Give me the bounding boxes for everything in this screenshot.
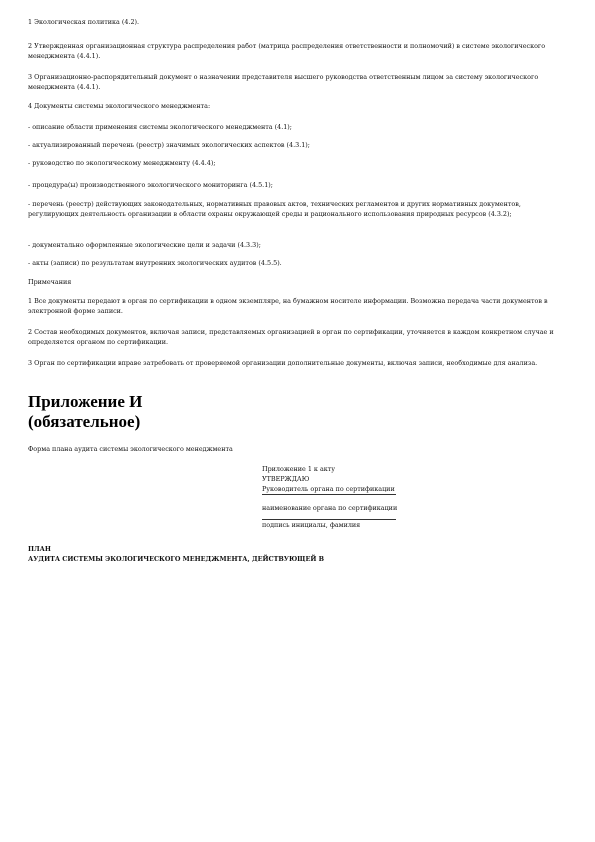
list-item-objectives: - документально оформленные экологические цели и задачи (4.3.3); — [28, 241, 261, 249]
appendix-subheading: (обязательное) — [28, 412, 141, 431]
approval-body-name: наименование органа по сертификации — [262, 504, 398, 512]
approval-signature-caption: подпись инициалы, фамилия — [262, 521, 361, 529]
list-item-scope: - описание области применения системы экологического менеджмента (4.1); — [28, 123, 292, 131]
paragraph-eco-policy: 1 Экологическая политика (4.2). — [28, 18, 140, 26]
note-3: 3 Орган по сертификации вправе затребовать от проверяемой организации дополнительные документы, включая записи, необходимые для анализа. — [28, 359, 538, 367]
list-item-legal-register: - перечень (реестр) действующих законодательных, нормативных правовых актов, технических регламентов и других нормативных документов, регулирующих деятельность организации в области охраны окружающей среды и рационального использования природных ресурсов (4.3.2); — [28, 200, 521, 218]
paragraph-documents-list-heading: 4 Документы системы экологического менеджмента: — [28, 102, 211, 110]
appendix-heading: Приложение И — [28, 392, 143, 411]
approval-head-label: Руководитель органа по сертификации — [262, 485, 395, 493]
paragraph-representative: 3 Организационно-распорядительный документ о назначении представителя высшего руководства ответственным лицом за систему экологического менеджмента (4.4.1). — [28, 73, 539, 91]
plan-title: ПЛАН — [28, 545, 51, 553]
list-item-manual: - руководство по экологическому менеджменту (4.4.4); — [28, 159, 216, 167]
list-item-audit-records: - акты (записи) по результатам внутренних экологических аудитов (4.5.5). — [28, 259, 282, 267]
note-2: 2 Состав необходимых документов, включая записи, представляемых организацией в орган по сертификации, уточняется в каждом конкретном случае и определяется органом по сертификации. — [28, 328, 554, 346]
notes-heading: Примечания — [28, 278, 72, 286]
list-item-monitoring-procedures: - процедура(ы) производственного экологического мониторинга (4.5.1); — [28, 181, 273, 189]
approval-approve-label: УТВЕРЖДАЮ — [262, 475, 310, 483]
signature-line-top — [262, 494, 396, 495]
form-caption: Форма плана аудита системы экологического менеджмента — [28, 445, 233, 453]
plan-subtitle: АУДИТА СИСТЕМЫ ЭКОЛОГИЧЕСКОГО МЕНЕДЖМЕНТА, ДЕЙСТВУЮЩЕЙ В — [28, 555, 324, 563]
paragraph-org-structure: 2 Утвержденная организационная структура распределения работ (матрица распределения ответственности и полномочий) в системе экологического менеджмента (4.4.1). — [28, 42, 546, 60]
approval-annex-ref: Приложение 1 к акту — [262, 465, 336, 473]
list-item-aspects-register: - актуализированный перечень (реестр) значимых экологических аспектов (4.3.1); — [28, 141, 310, 149]
note-1: 1 Все документы передают в орган по сертификации в одном экземпляре, на бумажном носителе информации. Возможна передача части документов в электронной форме записи. — [28, 297, 548, 315]
